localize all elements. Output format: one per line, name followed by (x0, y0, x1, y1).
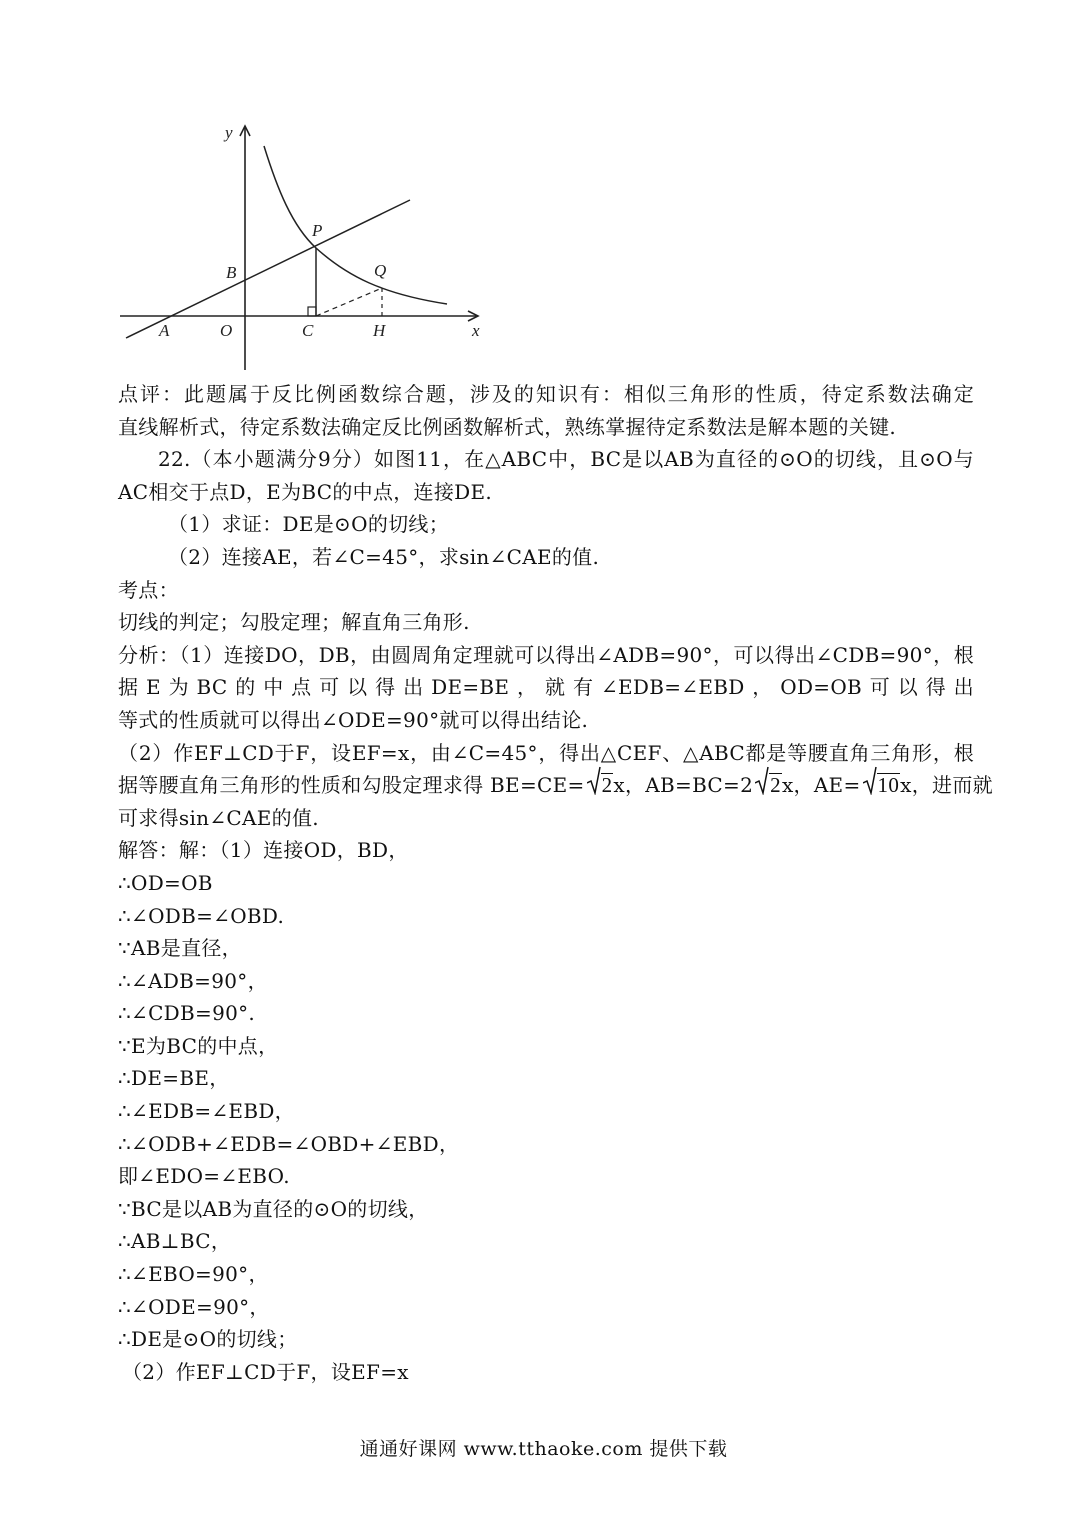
sqrt-line-mid2: x，AE= (781, 773, 861, 798)
sqrt-2-second: 2 (755, 769, 782, 802)
solution-line-7: ∵E为BC的中点， (118, 1033, 279, 1058)
comment-line-1: 点评：此题属于反比例函数综合题，涉及的知识有：相似三角形的性质，待定系数法确定 (118, 382, 974, 406)
problem-part-1: （1）求证：DE是⊙O的切线； (168, 512, 450, 537)
solution-line-2: ∴OD=OB (118, 870, 213, 895)
solution-line-15: ∴∠ODE=90°， (118, 1294, 270, 1319)
line-ab (126, 200, 410, 338)
solution-line-14: ∴∠EBO=90°， (118, 1262, 269, 1287)
label-y: y (225, 123, 233, 142)
solution-line-16: ∴DE是⊙O的切线； (118, 1327, 298, 1352)
label-q: Q (374, 261, 387, 280)
analysis-line-5-with-radicals (118, 769, 993, 802)
function-graph-figure (112, 118, 492, 374)
label-a: A (159, 321, 170, 340)
label-c: C (302, 321, 314, 340)
label-h: H (373, 321, 386, 340)
analysis-line-6: 可求得sin∠CAE的值. (118, 805, 319, 830)
problem-part-2: （2）连接AE，若∠C=45°，求sin∠CAE的值. (168, 544, 600, 569)
label-o: O (220, 321, 233, 340)
hyperbola-curve (264, 146, 447, 304)
label-p: P (312, 221, 323, 240)
solution-line-12: ∵BC是以AB为直径的⊙O的切线， (118, 1196, 429, 1221)
radical-sign-icon (863, 765, 877, 795)
kaodian-content: 切线的判定；勾股定理；解直角三角形. (118, 610, 470, 635)
sqrt-line-suffix: x，进而就 (900, 773, 993, 798)
problem-line-2: AC相交于点D，E为BC的中点，连接DE. (118, 479, 493, 504)
segment-cq-dashed (316, 288, 382, 316)
sqrt-line-mid1: x，AB=BC=2 (613, 773, 754, 798)
sqrt-2-first: 2 (587, 769, 614, 802)
graph-svg (112, 118, 492, 374)
analysis-line-3: 等式的性质就可以得出∠ODE=90°就可以得出结论. (118, 707, 589, 732)
solution-line-3: ∴∠ODB=∠OBD. (118, 903, 285, 928)
solution-line-9: ∴∠EDB=∠EBD， (118, 1099, 295, 1124)
radical-sign-icon (587, 765, 601, 795)
document-body (118, 378, 993, 1388)
kaodian-heading: 考点： (118, 577, 179, 602)
solution-line-1: 解答：解：（1）连接OD，BD， (118, 838, 409, 863)
solution-line-13: ∴AB⊥BC， (118, 1229, 232, 1254)
solution-line-6: ∴∠CDB=90°. (118, 1001, 256, 1026)
solution-line-4: ∵AB是直径， (118, 936, 242, 961)
sqrt-10: 10 (863, 769, 901, 802)
label-x: x (472, 321, 480, 340)
analysis-line-2: 据E为BC的中点可以得出DE=BE，就有∠EDB=∠EBD，OD=OB可以得出 (118, 675, 974, 700)
label-b: B (226, 263, 237, 282)
right-angle-mark (308, 307, 316, 316)
page-footer: 通通好课网 www.tthaoke.com 提供下载 (359, 1438, 728, 1460)
solution-line-5: ∴∠ADB=90°， (118, 968, 268, 993)
solution-line-8: ∴DE=BE， (118, 1066, 230, 1091)
solution-line-17: （2）作EF⊥CD于F，设EF=x (122, 1359, 409, 1384)
analysis-line-1: 分析：（1）连接DO，DB，由圆周角定理就可以得出∠ADB=90°，可以得出∠CDB=90°，根 (118, 642, 974, 667)
analysis-line-4: （2）作EF⊥CD于F，设EF=x，由∠C=45°，得出△CEF、△ABC都是等腰直角三角形，根 (118, 740, 974, 765)
problem-line-1: 22.（本小题满分9分）如图11，在△ABC中，BC是以AB为直径的⊙O的切线，且⊙O与 (158, 447, 974, 472)
comment-line-2: 直线解析式，待定系数法确定反比例函数解析式，熟练掌握待定系数法是解本题的关键. (118, 414, 897, 439)
sqrt-line-prefix: 据等腰直角三角形的性质和勾股定理求得 BE=CE= (118, 773, 585, 798)
radical-sign-icon (755, 765, 769, 795)
solution-line-11: 即∠EDO=∠EBO. (118, 1164, 290, 1189)
solution-line-10: ∴∠ODB+∠EDB=∠OBD+∠EBD， (118, 1131, 460, 1156)
